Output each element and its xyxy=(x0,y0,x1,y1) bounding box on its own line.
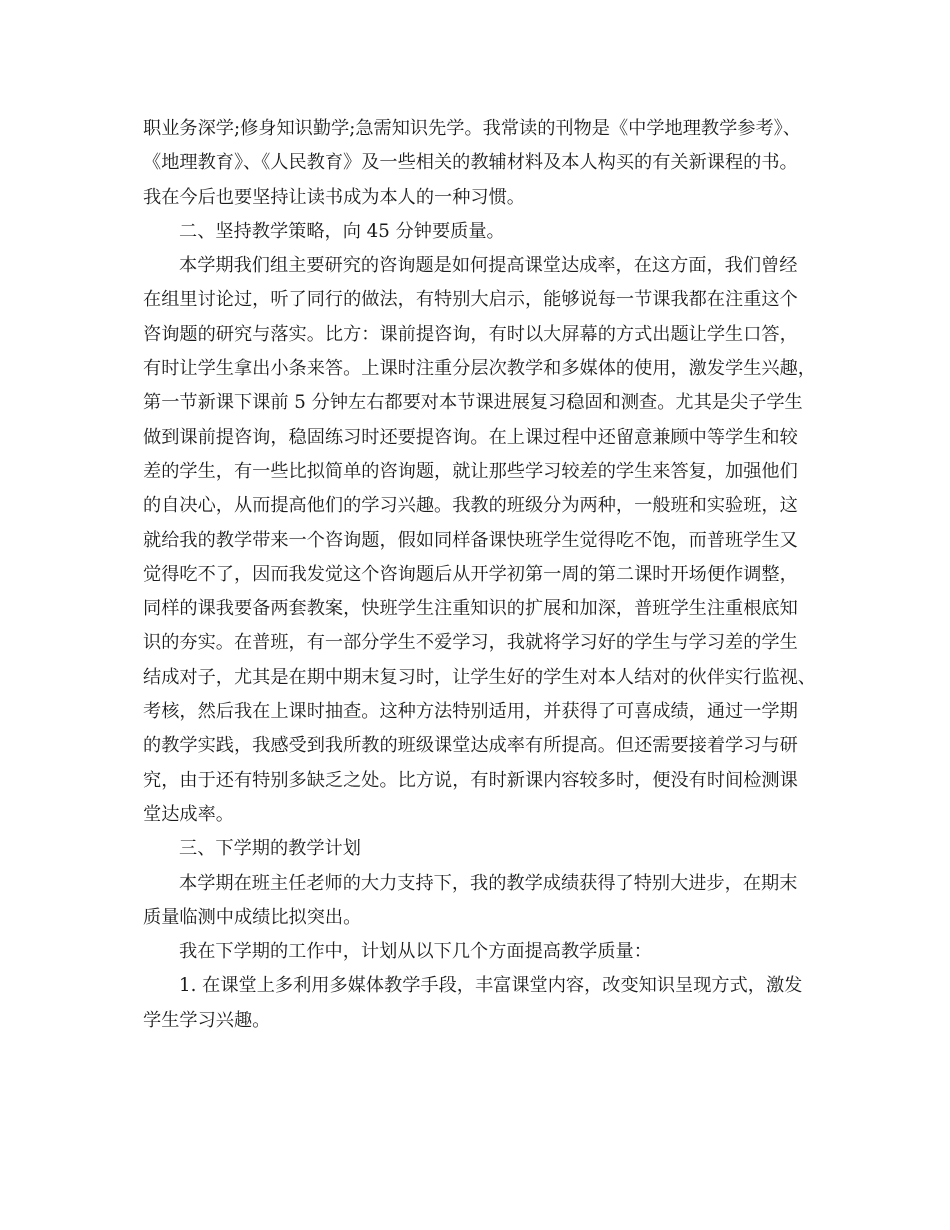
text-line: 就给我的教学带来一个咨询题，假如同样备课快班学生觉得吃不饱，而普班学生又 xyxy=(143,529,798,551)
text-line: 同样的课我要备两套教案，快班学生注重知识的扩展和加深，普班学生注重根底知 xyxy=(143,598,798,620)
body-text xyxy=(143,112,823,1038)
text-line: 咨询题的研究与落实。比方：课前提咨询，有时以大屏幕的方式出题让学生口答， xyxy=(143,323,798,345)
text-line: 本学期在班主任老师的大力支持下，我的教学成绩获得了特别大进步，在期末 xyxy=(179,872,798,894)
text-line: 第一节新课下课前 5 分钟左右都要对本节课进展复习稳固和测查。尤其是尖子学生 xyxy=(143,392,803,414)
text-line: 在组里讨论过，听了同行的做法，有特别大启示，能够说每一节课我都在注重这个 xyxy=(143,289,798,311)
text-line: 职业务深学;修身知识勤学;急需知识先学。我常读的刊物是《中学地理教学参考》、 xyxy=(143,118,801,139)
text-line: 做到课前提咨询，稳固练习时还要提咨询。在上课过程中还留意兼顾中等学生和较 xyxy=(143,426,798,448)
text-line: 我在今后也要坚持让读书成为本人的一种习惯。 xyxy=(143,186,525,208)
text-line: 本学期我们组主要研究的咨询题是如何提高课堂达成率，在这方面，我们曾经 xyxy=(179,255,798,277)
section-heading: 二、坚持教学策略，向 45 分钟要质量。 xyxy=(179,220,505,242)
text-line: 的教学实践，我感受到我所教的班级课堂达成率有所提高。但还需要接着学习与研 xyxy=(143,735,798,757)
text-line: 觉得吃不了，因而我发觉这个咨询题后从开学初第一周的第二课时开场便作调整， xyxy=(143,563,798,585)
text-line: 学生学习兴趣。 xyxy=(143,1009,271,1031)
text-line: 有时让学生拿出小条来答。上课时注重分层次教学和多媒体的使用，激发学生兴趣， xyxy=(143,358,816,380)
text-line: 识的夯实。在普班，有一部分学生不爱学习，我就将学习好的学生与学习差的学生 xyxy=(143,632,798,654)
text-line: 的自决心，从而提高他们的学习兴趣。我教的班级分为两种，一般班和实验班，这 xyxy=(143,495,798,517)
text-line: 结成对子，尤其是在期中期末复习时，让学生好的学生对本人结对的伙伴实行监视、 xyxy=(143,666,816,688)
text-line: 差的学生，有一些比拟简单的咨询题，就让那些学习较差的学生来答复，加强他们 xyxy=(143,460,798,482)
text-line: 究，由于还有特别多缺乏之处。比方说，有时新课内容较多时，便没有时间检测课 xyxy=(143,769,798,791)
text-line: 《地理教育》、《人民教育》及一些相关的教辅材料及本人构买的有关新课程的书。 xyxy=(143,152,798,174)
section-heading: 三、下学期的教学计划 xyxy=(179,838,361,860)
list-item: 1. 在课堂上多利用多媒体教学手段，丰富课堂内容，改变知识呈现方式，激发 xyxy=(179,975,803,997)
text-line: 质量临测中成绩比拟突出。 xyxy=(143,906,362,928)
text-line: 考核，然后我在上课时抽查。这种方法特别适用，并获得了可喜成绩，通过一学期 xyxy=(143,701,798,723)
text-line: 我在下学期的工作中，计划从以下几个方面提高教学质量： xyxy=(179,941,652,963)
text-line: 堂达成率。 xyxy=(143,803,234,825)
